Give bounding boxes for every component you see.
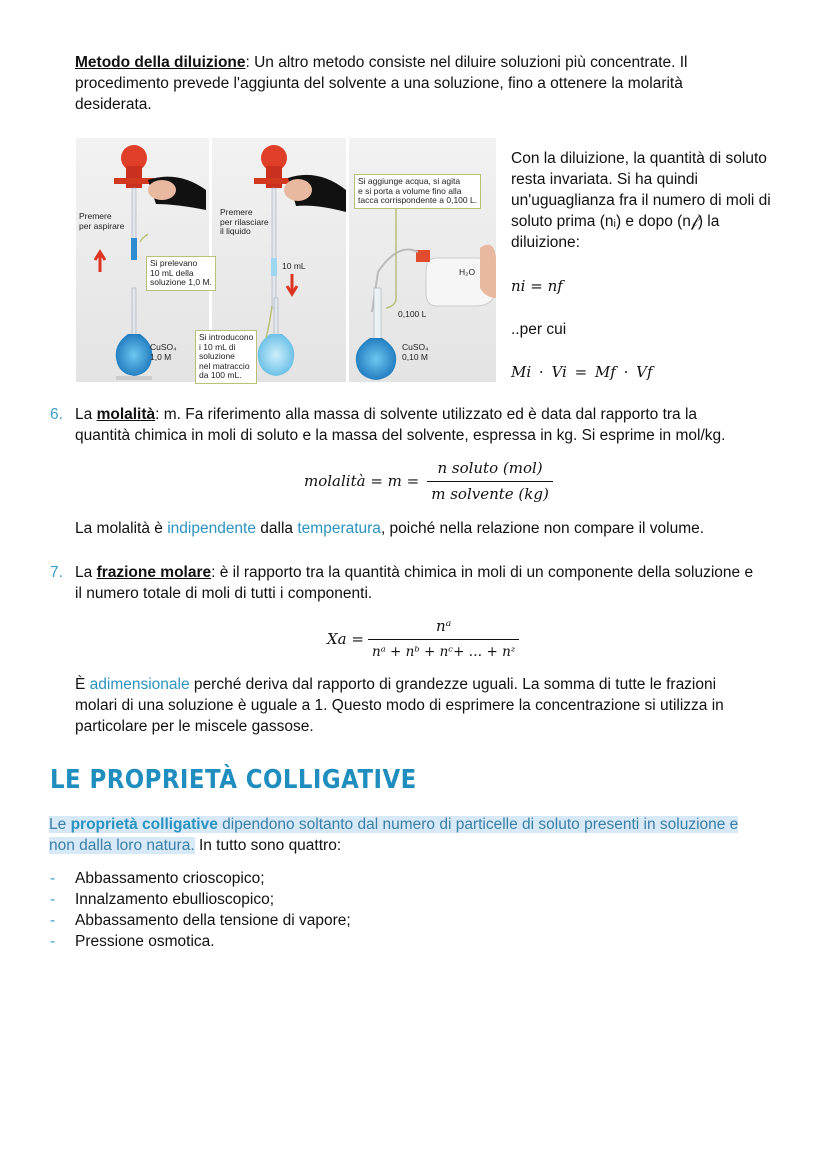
adimensional-paragraph: È adimensionale perché deriva dal rapporto di grandezze uguali. La somma di tutte le frazioni molari di una soluzione è uguale a 1. Questo modo di esprimere la concentrazione si utilizza in particolare per le miscele gassose. <box>75 676 724 735</box>
label-si-aggiunge: Si aggiunge acqua, si agita e si porta a volume fino alla tacca corrispondente a 0,100 L. <box>354 174 481 209</box>
label-h2o: H₂O <box>459 267 476 277</box>
section-heading: LE PROPRIETÀ COLLIGATIVE <box>50 765 417 795</box>
molar-fraction-paragraph: La frazione molare: è il rapporto tra la quantità chimica in moli di un componente della soluzione e il numero totale di moli di tutti i componenti. <box>75 564 754 602</box>
colligative-list <box>0 868 828 952</box>
molality-numerator: n soluto (mol) <box>437 459 543 477</box>
molality-formula: molalità = m = n soluto (mol) m solvente (kg) <box>304 458 553 505</box>
side-line: soluto prima (nᵢ) e dopo (n𝒻) la <box>511 213 720 230</box>
equation-dilution: Mi · Vi = Mf · Vf <box>511 363 653 381</box>
dilution-paragraph <box>75 52 688 115</box>
term-indipendente: indipendente <box>167 520 256 537</box>
list-item: - Pressione osmotica. <box>50 933 215 950</box>
term-proprieta-colligative: proprietà colligative <box>70 816 218 833</box>
fraction-denominator: nᵃ + nᵇ + nᶜ+ … + nᶻ <box>368 639 519 663</box>
molar-fraction-formula: Xa = $\frac{\text{nᵃ}}{\text{nᵃ + nᵇ + nᶜ+ … + nᶻ}}$ <box>327 616 519 663</box>
list-item: - Innalzamento ebullioscopico; <box>50 891 275 908</box>
label-premere-rilasciare: Premere per rilasciare il liquido <box>220 207 269 236</box>
dilution-side-text <box>511 148 811 253</box>
equation-ni-nf: ni = nf <box>511 277 563 295</box>
colligative-intro: Le proprietà colligative dipendono soltanto dal numero di particelle di soluto presenti in soluzione e non dalla loro natura. In tutto sono quattro: <box>49 816 739 854</box>
side-line: diluizione: <box>511 234 580 251</box>
dilution-line3: desiderata. <box>75 96 152 113</box>
molar-fraction-term: frazione molare <box>96 564 212 581</box>
molality-note: La molalità è indipendente dalla temperatura, poiché nella relazione non compare il volume. <box>75 520 705 537</box>
label-volume: 0,100 L <box>398 309 427 319</box>
label-si-prelevano: Si prelevano 10 mL della soluzione 1,0 M. <box>146 256 216 291</box>
molality-term: molalità <box>96 406 156 423</box>
label-premere-aspirare: Premere per aspirare <box>79 211 125 231</box>
list-number-7: 7. <box>50 564 63 581</box>
label-cuso4-1m: CuSO₄ 1,0 M <box>150 342 177 362</box>
dilution-line1: : Un altro metodo consiste nel diluire soluzioni più concentrate. Il <box>245 54 688 71</box>
label-si-introducono: Si introducono i 10 mL di soluzione nel matraccio da 100 mL. <box>195 330 257 384</box>
molality-denominator: m solvente (kg) <box>427 481 553 505</box>
list-number-6: 6. <box>50 406 63 423</box>
label-cuso4-010m: CuSO₄ 0,10 M <box>402 342 429 362</box>
list-item: - Abbassamento crioscopico; <box>50 870 265 887</box>
fraction-numerator: nᵃ <box>435 617 452 635</box>
label-10ml: 10 mL <box>282 261 306 271</box>
term-temperatura: temperatura <box>297 520 381 537</box>
dilution-title: Metodo della diluizione <box>75 54 246 71</box>
side-line: resta invariata. Si ha quindi <box>511 171 698 188</box>
side-line: un'uguaglianza fra il numero di moli di <box>511 192 771 209</box>
term-adimensionale: adimensionale <box>89 676 190 693</box>
per-cui-text: ..per cui <box>511 321 567 338</box>
dilution-line2: procedimento prevede l'aggiunta del solvente a una soluzione, fino a ottenere la molarità <box>75 75 683 92</box>
molality-paragraph: La molalità: m. Fa riferimento alla massa di solvente utilizzato ed è data dal rapporto tra la quantità chimica in moli di soluto e la massa del solvente, espressa in kg. Si esprime in mol/kg. <box>75 406 726 444</box>
list-item: - Abbassamento della tensione di vapore; <box>50 912 351 929</box>
dilution-figure <box>76 138 496 382</box>
side-line: Con la diluizione, la quantità di soluto <box>511 150 767 167</box>
